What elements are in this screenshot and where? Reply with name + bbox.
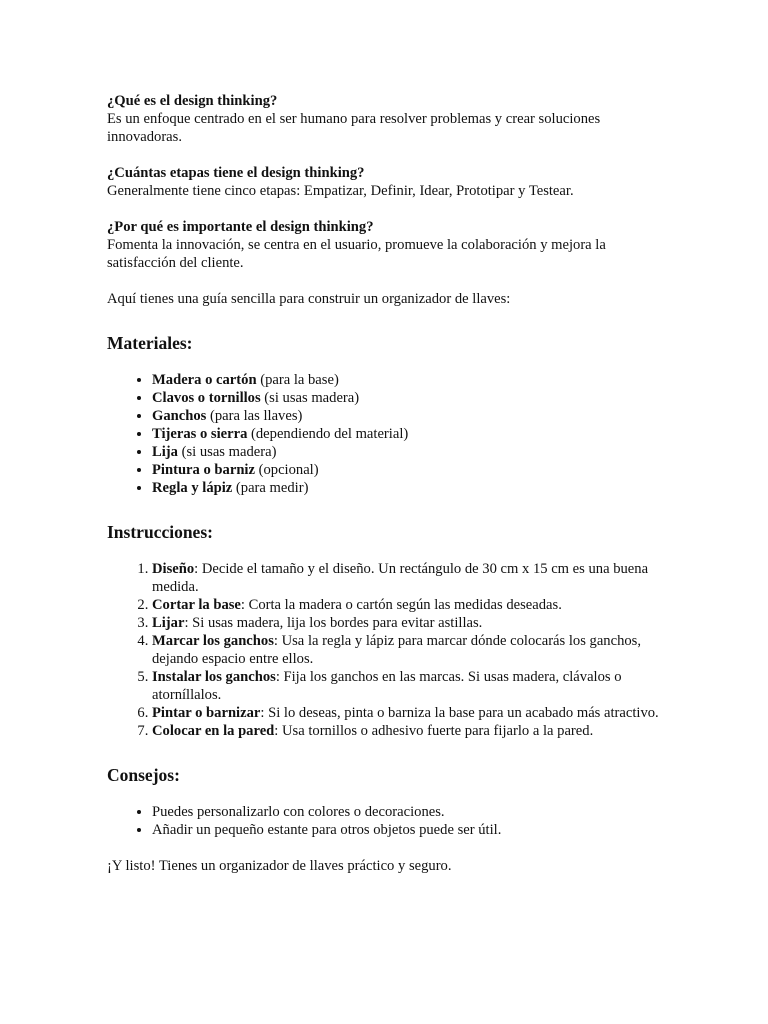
step-title: Cortar la base (152, 597, 241, 613)
faq-question: ¿Cuántas etapas tiene el design thinking? (107, 165, 365, 181)
material-note: (si usas madera) (177, 444, 277, 460)
material-note: (opcional) (254, 462, 319, 478)
list-item (152, 632, 667, 668)
closing-paragraph: ¡Y listo! Tienes un organizador de llaves práctico y seguro. (107, 858, 452, 874)
tips-list (107, 803, 667, 839)
list-item (152, 668, 667, 704)
step-text: : Corta la madera o cartón según las medidas deseadas. (240, 597, 562, 613)
material-note: (para la base) (256, 372, 339, 388)
material-name: Madera o cartón (152, 372, 257, 388)
material-name: Pintura o barniz (152, 462, 255, 478)
materials-list (107, 371, 667, 497)
list-item (152, 407, 667, 425)
list-item: • Añadir un pequeño estante para otros objetos puede ser útil. (152, 821, 667, 839)
material-name: Lija (152, 444, 178, 460)
faq-answer: Generalmente tiene cinco etapas: Empatizar, Definir, Idear, Prototipar y Testear. (107, 183, 574, 199)
list-item (152, 479, 667, 497)
step-title: Instalar los ganchos (152, 669, 276, 685)
materials-heading: Materiales: (107, 333, 193, 353)
faq-question: ¿Por qué es importante el design thinking? (107, 219, 374, 235)
list-item (152, 614, 667, 632)
material-name: Clavos o tornillos (152, 390, 261, 406)
faq-question: ¿Qué es el design thinking? (107, 93, 278, 109)
instructions-list (107, 560, 667, 740)
list-item (152, 704, 667, 722)
list-item (152, 596, 667, 614)
step-title: Diseño (152, 561, 195, 577)
faq-item (107, 92, 667, 146)
list-item (152, 389, 667, 407)
material-note: (si usas madera) (260, 390, 360, 406)
list-item (152, 560, 667, 596)
material-name: Ganchos (152, 408, 207, 424)
material-note: (dependiendo del material) (247, 426, 409, 442)
step-title: Pintar o barnizar (152, 705, 261, 721)
list-item (152, 722, 667, 740)
step-title: Marcar los ganchos (152, 633, 274, 649)
material-note: (para las llaves) (206, 408, 303, 424)
step-text: : Si usas madera, lija los bordes para evitar astillas. (184, 615, 483, 631)
step-title: Lijar (152, 615, 185, 631)
intro-paragraph: Aquí tienes una guía sencilla para construir un organizador de llaves: (107, 291, 511, 307)
faq-item (107, 218, 667, 272)
step-title: Colocar en la pared (152, 723, 275, 739)
step-text: : Decide el tamaño y el diseño. Un rectángulo de 30 cm x 15 cm es una buena medida. (152, 561, 649, 595)
faq-answer: Es un enfoque centrado en el ser humano para resolver problemas y crear soluciones innovadoras. (107, 111, 601, 145)
list-item (152, 443, 667, 461)
step-text: : Si lo deseas, pinta o barniza la base para un acabado más atractivo. (260, 705, 659, 721)
list-item: • Puedes personalizarlo con colores o decoraciones. (152, 803, 667, 821)
material-note: (para medir) (232, 480, 309, 496)
material-name: Regla y lápiz (152, 480, 233, 496)
list-item (152, 425, 667, 443)
step-text: : Usa la regla y lápiz para marcar dónde colocarás los ganchos, dejando espacio entre ellos. (152, 633, 642, 667)
document-page (107, 92, 667, 893)
step-text: : Usa tornillos o adhesivo fuerte para fijarlo a la pared. (274, 723, 594, 739)
list-item (152, 371, 667, 389)
faq-item (107, 164, 667, 200)
list-item (152, 461, 667, 479)
step-text: : Fija los ganchos en las marcas. Si usas madera, clávalos o atorníllalos. (152, 669, 622, 703)
tips-heading: Consejos: (107, 765, 180, 785)
instructions-heading: Instrucciones: (107, 522, 213, 542)
faq-answer: Fomenta la innovación, se centra en el usuario, promueve la colaboración y mejora la satisfacción del cliente. (107, 237, 606, 271)
material-name: Tijeras o sierra (152, 426, 248, 442)
